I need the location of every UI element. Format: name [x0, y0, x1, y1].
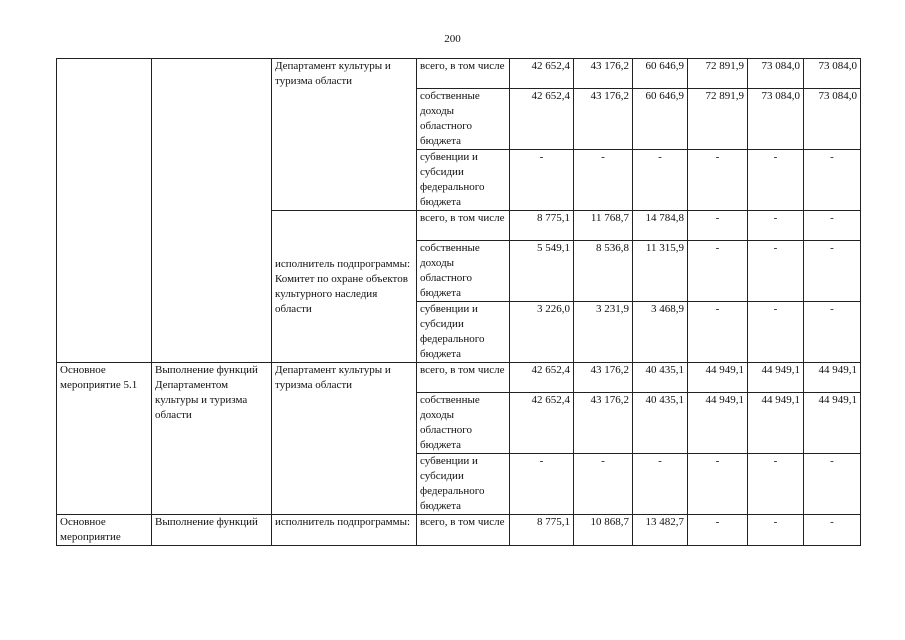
page-number: 200 — [444, 33, 461, 45]
source-cell: всего, в том числе — [417, 211, 510, 241]
executor-cell: исполнитель подпрограммы: Комитет по охране объектов культурного наследия области — [272, 211, 417, 363]
value-cell: - — [748, 515, 804, 546]
value-cell: 14 784,8 — [633, 211, 688, 241]
value-cell: - — [804, 302, 861, 363]
executor-cell: Департамент культуры и туризма области — [272, 363, 417, 515]
value-cell: - — [688, 515, 748, 546]
value-cell: - — [804, 150, 861, 211]
value-cell: - — [688, 150, 748, 211]
value-cell: - — [804, 515, 861, 546]
value-cell: 73 084,0 — [804, 89, 861, 150]
table-row — [57, 515, 861, 546]
value-cell: - — [633, 150, 688, 211]
value-cell: 8 775,1 — [510, 211, 574, 241]
value-cell: 3 231,9 — [574, 302, 633, 363]
value-cell: 13 482,7 — [633, 515, 688, 546]
value-cell: - — [748, 302, 804, 363]
source-cell: собственные доходы областного бюджета — [417, 89, 510, 150]
value-cell: - — [748, 241, 804, 302]
activity-cell: Основное мероприятие — [57, 515, 152, 546]
source-cell: всего, в том числе — [417, 515, 510, 546]
description-cell: Выполнение функций Департаментом культуры и туризма области — [152, 363, 272, 515]
value-cell: 42 652,4 — [510, 363, 574, 393]
description-cell — [152, 59, 272, 363]
value-cell: - — [688, 241, 748, 302]
value-cell: 8 536,8 — [574, 241, 633, 302]
value-cell: 44 949,1 — [688, 363, 748, 393]
description-cell: Выполнение функций — [152, 515, 272, 546]
value-cell: 42 652,4 — [510, 59, 574, 89]
value-cell: 72 891,9 — [688, 59, 748, 89]
value-cell: - — [748, 454, 804, 515]
value-cell: 5 549,1 — [510, 241, 574, 302]
value-cell: 11 315,9 — [633, 241, 688, 302]
value-cell: - — [633, 454, 688, 515]
source-cell: собственные доходы областного бюджета — [417, 241, 510, 302]
activity-cell: Основное мероприятие 5.1 — [57, 363, 152, 515]
value-cell: 73 084,0 — [748, 89, 804, 150]
activity-cell — [57, 59, 152, 363]
value-cell: 44 949,1 — [804, 363, 861, 393]
value-cell: - — [748, 211, 804, 241]
value-cell: 60 646,9 — [633, 59, 688, 89]
source-cell: субвенции и субсидии федерального бюджета — [417, 454, 510, 515]
value-cell: 10 868,7 — [574, 515, 633, 546]
value-cell: - — [510, 454, 574, 515]
value-cell: 43 176,2 — [574, 89, 633, 150]
value-cell: - — [574, 454, 633, 515]
value-cell: 44 949,1 — [804, 393, 861, 454]
source-cell: всего, в том числе — [417, 363, 510, 393]
budget-table — [56, 58, 861, 546]
value-cell: - — [748, 150, 804, 211]
executor-cell: исполнитель подпрограммы: — [272, 515, 417, 546]
value-cell: 40 435,1 — [633, 363, 688, 393]
value-cell: 3 468,9 — [633, 302, 688, 363]
value-cell: - — [510, 150, 574, 211]
value-cell: 8 775,1 — [510, 515, 574, 546]
value-cell: 43 176,2 — [574, 393, 633, 454]
source-cell: собственные доходы областного бюджета — [417, 393, 510, 454]
value-cell: - — [688, 211, 748, 241]
value-cell: 11 768,7 — [574, 211, 633, 241]
value-cell: - — [804, 241, 861, 302]
value-cell: - — [688, 454, 748, 515]
value-cell: 3 226,0 — [510, 302, 574, 363]
value-cell: - — [804, 454, 861, 515]
table-row — [57, 59, 861, 89]
value-cell: 72 891,9 — [688, 89, 748, 150]
value-cell: 40 435,1 — [633, 393, 688, 454]
value-cell: 43 176,2 — [574, 59, 633, 89]
value-cell: 73 084,0 — [804, 59, 861, 89]
value-cell: 44 949,1 — [748, 363, 804, 393]
value-cell: - — [804, 211, 861, 241]
value-cell: 43 176,2 — [574, 363, 633, 393]
value-cell: 44 949,1 — [748, 393, 804, 454]
source-cell: всего, в том числе — [417, 59, 510, 89]
table-row — [57, 363, 861, 393]
value-cell: - — [574, 150, 633, 211]
executor-cell: Департамент культуры и туризма области — [272, 59, 417, 211]
value-cell: - — [688, 302, 748, 363]
source-cell: субвенции и субсидии федерального бюджета — [417, 150, 510, 211]
value-cell: 73 084,0 — [748, 59, 804, 89]
value-cell: 60 646,9 — [633, 89, 688, 150]
value-cell: 42 652,4 — [510, 89, 574, 150]
value-cell: 44 949,1 — [688, 393, 748, 454]
source-cell: субвенции и субсидии федерального бюджета — [417, 302, 510, 363]
value-cell: 42 652,4 — [510, 393, 574, 454]
